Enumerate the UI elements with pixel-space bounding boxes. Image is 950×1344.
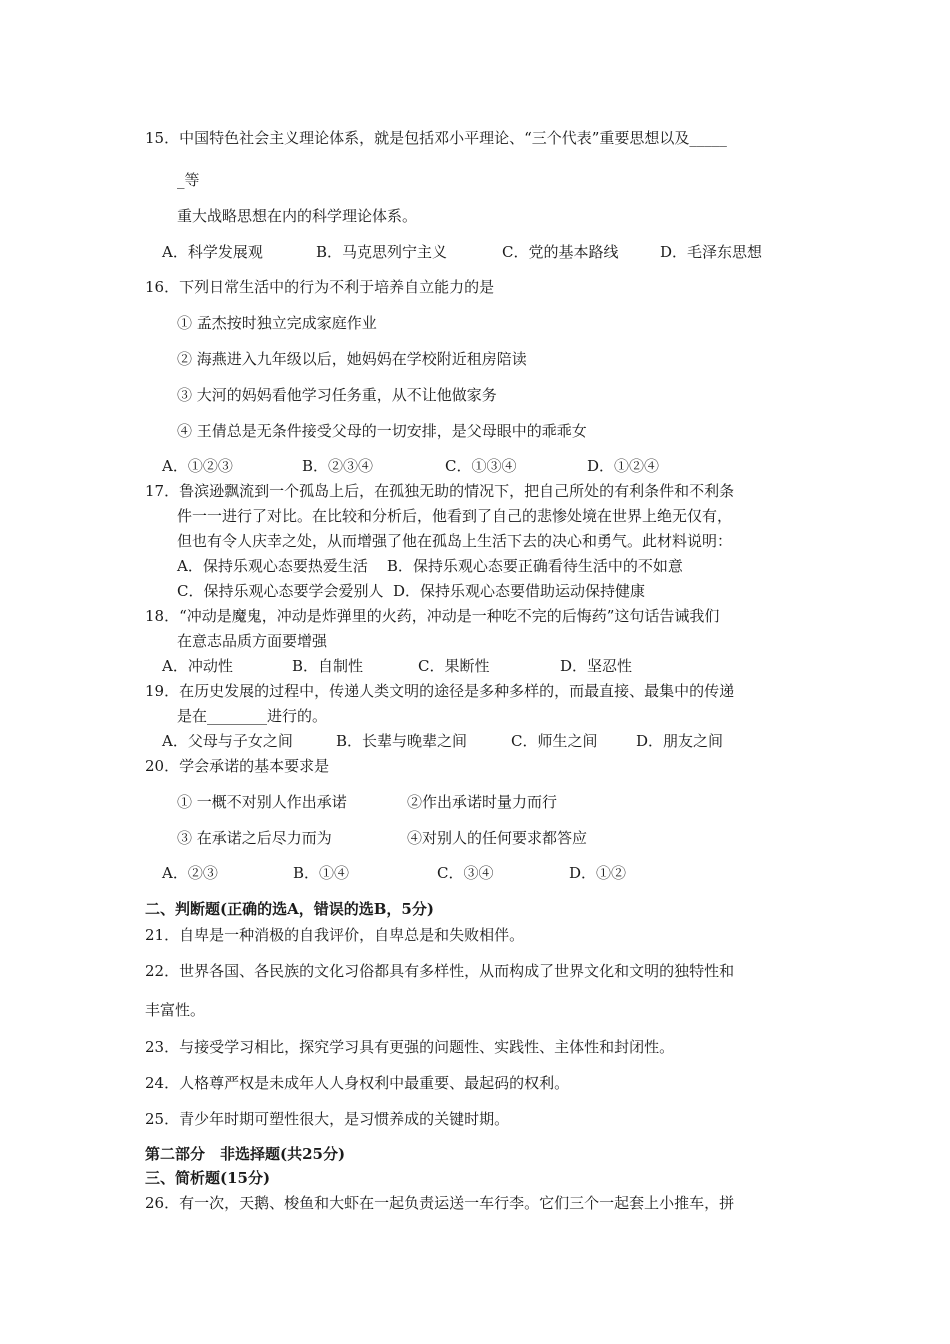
q16-option-c: C．①③④ [445,457,517,475]
q18-options [162,656,862,676]
q18-option-c: C．果断性 [418,657,490,675]
q22-line2: 丰富性。 [145,1001,206,1019]
q17-stem-line2: 件一一进行了对比。在比较和分析后，他看到了自己的悲惨处境在世界上绝无仅有， [177,507,733,525]
q16-option-a: A．①②③ [162,457,233,475]
q15-stem-line2: _等 [177,171,200,189]
q15-stem-line3: 重大战略思想在内的科学理论体系。 [177,207,418,225]
q19-option-d: D．朋友之间 [636,732,724,750]
q20-items-row1 [177,792,777,812]
q21: 21．自卑是一种消极的自我评价，自卑总是和失败相伴。 [145,926,525,944]
q17-stem-line3: 但也有令人庆幸之处，从而增强了他在孤岛上生活下去的决心和勇气。此材料说明： [177,532,733,550]
q20-item-2: ②作出承诺时量力而行 [407,793,558,811]
q20-item-3: ③ 在承诺之后尽力而为 [177,829,332,847]
q19-options [162,731,862,751]
q16-option-d: D．①②④ [587,457,660,475]
section2-heading: 二、判断题(正确的选A，错误的选B，5分) [145,900,434,918]
q17-options-cd: C．保持乐观心态要学会爱别人 D．保持乐观心态要借助运动保持健康 [177,582,646,600]
q18-option-d: D．坚忍性 [560,657,633,675]
q18-option-a: A．冲动性 [162,657,233,675]
q18-stem-line1: 18．“冲动是魔鬼，冲动是炸弹里的火药，冲动是一种吃不完的后悔药”这句话告诫我们 [145,607,720,625]
q16-item-1: ① 孟杰按时独立完成家庭作业 [177,314,377,332]
q20-stem: 20．学会承诺的基本要求是 [145,757,330,775]
q20-items-row2 [177,828,777,848]
q20-option-d: D．①② [569,864,627,882]
q20-option-c: C．③④ [437,864,494,882]
q16-item-4: ④ 王倩总是无条件接受父母的一切安排，是父母眼中的乖乖女 [177,422,587,440]
q20-option-a: A．②③ [162,864,218,882]
q20-item-4: ④对别人的任何要求都答应 [407,829,588,847]
q15-option-a: A．科学发展观 [162,243,263,261]
q18-option-b: B．自制性 [292,657,364,675]
q25: 25．青少年时期可塑性很大，是习惯养成的关键时期。 [145,1110,510,1128]
q23: 23．与接受学习相比，探究学习具有更强的问题性、实践性、主体性和封闭性。 [145,1038,675,1056]
q16-item-2: ② 海燕进入九年级以后，她妈妈在学校附近租房陪读 [177,350,527,368]
q15-option-d: D．毛泽东思想 [660,243,763,261]
q24: 24．人格尊严权是未成年人人身权利中最重要、最起码的权利。 [145,1074,570,1092]
q15-option-c: C．党的基本路线 [502,243,619,261]
q16-option-b: B．②③④ [302,457,374,475]
q20-item-1: ① 一概不对别人作出承诺 [177,793,347,811]
section3-heading: 三、简析题(15分) [145,1169,271,1187]
part2-heading: 第二部分 非选择题(共25分) [145,1145,346,1163]
q17-stem-line1: 17．鲁滨逊飘流到一个孤岛上后，在孤独无助的情况下，把自己所处的有利条件和不利条 [145,482,735,500]
q19-option-b: B．长辈与晚辈之间 [336,732,468,750]
q18-stem-line2: 在意志品质方面要增强 [177,632,328,650]
q17-options-ab: A．保持乐观心态要热爱生活 B．保持乐观心态要正确看待生活中的不如意 [177,557,683,575]
q15-option-b: B．马克思列宁主义 [316,243,448,261]
q26-line1: 26．有一次，天鹅、梭鱼和大虾在一起负责运送一车行李。它们三个一起套上小推车，拼 [145,1194,735,1212]
q19-option-a: A．父母与子女之间 [162,732,293,750]
q20-options [162,863,862,883]
q16-item-3: ③ 大河的妈妈看他学习任务重，从不让他做家务 [177,386,497,404]
q16-stem: 16．下列日常生活中的行为不利于培养自立能力的是 [145,278,495,296]
q19-option-c: C．师生之间 [511,732,598,750]
q20-option-b: B．①④ [293,864,350,882]
q19-stem-line2: 是在________进行的。 [177,707,328,725]
q16-options [162,456,862,476]
q19-stem-line1: 19．在历史发展的过程中，传递人类文明的途径是多种多样的，而最直接、最集中的传递 [145,682,735,700]
q15-stem-line1: 15．中国特色社会主义理论体系，就是包括邓小平理论、“三个代表”重要思想以及_____ [145,129,727,147]
q22-line1: 22．世界各国、各民族的文化习俗都具有多样性，从而构成了世界文化和文明的独特性和 [145,962,735,980]
q15-options [162,242,862,262]
